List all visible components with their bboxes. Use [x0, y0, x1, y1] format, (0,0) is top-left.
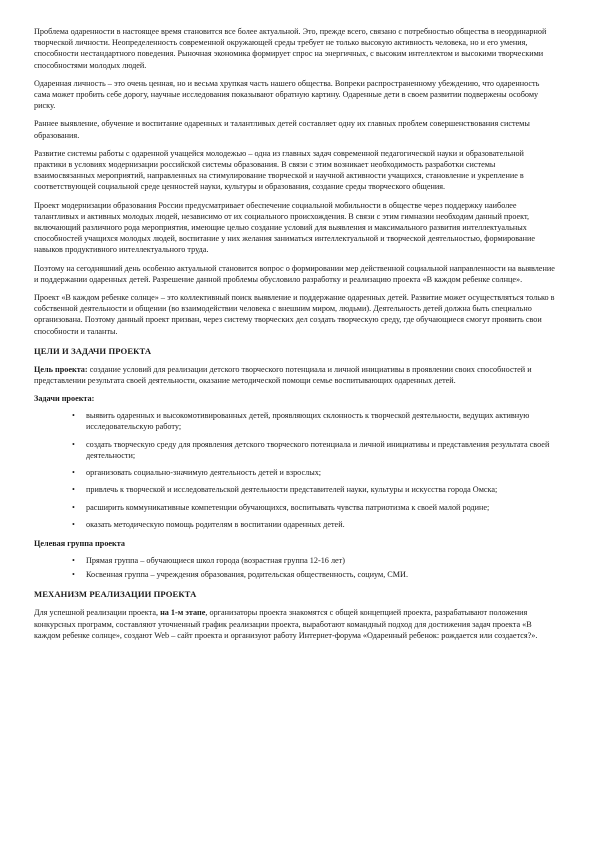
goal-text: создание условий для реализации детского творческого потенциала и личной инициативы в проявлении своих способностей и представлении результата своей деятельности, оказание методической помощи семье воспитывающих одаренных детей.	[34, 364, 532, 386]
list-item	[72, 569, 557, 580]
list-item-text: Косвенная группа – учреждения образования, родительская общественность, социум, СМИ.	[86, 570, 409, 580]
list-item	[72, 439, 557, 461]
paragraph: Проект модернизации образования России предусматривает обеспечение социальной мобильности в обществе через поддержку наиболее талантливых и активных молодых людей, независимо от их социального происхождения. В связи с этим гимназии необходим данный проект, включающий различного рода мероприятия, имеющие целью создание условий для выявления и максимального развития интеллектуальных способностей учащихся молодых людей, воспитание у них желания заниматься интеллектуальной и творческой деятельностью, формирование навыков продуктивного интеллектуального труда.	[34, 200, 536, 255]
goal-paragraph	[34, 364, 557, 386]
list-item	[72, 467, 557, 478]
bullet-icon: •	[72, 411, 75, 421]
list-item-text: оказать методическую помощь родителям в воспитании одаренных детей.	[86, 519, 345, 529]
tasks-list	[34, 410, 557, 530]
section-heading-mechanism: МЕХАНИЗМ РЕАЛИЗАЦИИ ПРОЕКТА	[34, 589, 197, 600]
list-item	[72, 519, 557, 530]
target-group-list	[34, 555, 557, 580]
bullet-icon: •	[72, 555, 75, 565]
bullet-icon: •	[72, 439, 75, 449]
stage-label: на 1-м этапе	[160, 608, 206, 618]
list-item	[72, 410, 557, 432]
list-item	[72, 555, 557, 566]
list-item-text: расширить коммуникативные компетенции обучающихся, воспитывать чувства патриотизма к своей малой родине;	[86, 502, 490, 512]
section-heading-goals: ЦЕЛИ И ЗАДАЧИ ПРОЕКТА	[34, 345, 152, 356]
list-item	[72, 502, 557, 513]
paragraph: Проект «В каждом ребенке солнце» – это коллективный поиск выявление и поддержание одаренных детей. Развитие может осуществляться только в собственной деятельности и общении (во взаимодействии человека с внешним миром, людьми). Деятельность детей должна быть специально организована. Поэтому данный проект призван, через систему творческих дел создать творческую среду, где обучающиеся смогут проявить свои способности и таланты.	[34, 293, 555, 336]
list-item-text: организовать социально-значимую деятельность детей и взрослых;	[86, 468, 322, 478]
paragraph: Развитие системы работы с одаренной учащейся молодежью – одна из главных задач современной педагогической науки и образовательной практики в условиях модернизации российской системы образования. В связи с этим возникает необходимость разработки системы взаимосвязанных мероприятий, направленных на стимулирование творческой и научной активности учащихся, становление и укрепление в соответствующей социальной среде ценностей науки, культуры и образования, создание среды творческого общения.	[34, 148, 524, 192]
paragraph: Поэтому на сегодняшний день особенно актуальной становится вопрос о формировании мер действенной социальной направленности на выявление и поддержании одаренных детей. Разрешение данной проблемы обусловило разработку и реализацию проекта «В каждом ребенке солнце».	[34, 263, 555, 284]
bullet-icon: •	[72, 570, 75, 580]
mechanism-text-start: Для успешной реализации проекта,	[34, 608, 161, 618]
list-item-text: Прямая группа – обучающиеся школ города (возрастная группа 12-16 лет)	[86, 555, 345, 565]
tasks-label: Задачи проекта:	[34, 394, 95, 404]
bullet-icon: •	[72, 468, 75, 478]
paragraph: Раннее выявление, обучение и воспитание одаренных и талантливых детей составляет одну их главных проблем совершенствования системы образования.	[34, 119, 530, 140]
mechanism-paragraph	[34, 607, 557, 641]
bullet-icon: •	[72, 502, 75, 512]
bullet-icon: •	[72, 485, 75, 495]
mechanism-text-end: , организаторы проекта знакомятся с общей концепцией проекта, разрабатывают положения конкурсных программ, составляют уточненный график реализации проекта, выработают командный подход для достижения задач проекта «В каждом ребенке солнце», создают Web – сайт проекта и организуют работу Интернет-форума «Одаренный ребенок: рождается или создается?».	[34, 608, 538, 640]
bullet-icon: •	[72, 519, 75, 529]
paragraph: Одаренная личность – это очень ценная, но и весьма хрупкая часть нашего общества. Вопреки распространенному убеждению, что одаренность сама может пробить себе дорогу, научные исследования показывают обратную картину. Одаренные дети в своем развитии подвержены особому риску.	[34, 78, 540, 111]
list-item-text: выявить одаренных и высокомотивированных детей, проявляющих склонность к творческой деятельности, ведущих активную исследовательскую работу;	[86, 411, 530, 432]
goal-label: Цель проекта:	[34, 364, 88, 374]
list-item-text: привлечь к творческой и исследовательской деятельности представителей науки, культуры и искусства города Омска;	[86, 485, 498, 495]
paragraph: Проблема одаренности в настоящее время становится все более актуальной. Это, прежде всего, связано с потребностью общества в неординарной творческой личности. Неопределенность современной окружающей среды требует не только высокую активность человека, но и его умения, способности нестандартного поведения. Рыночная экономика формирует спрос на энергичных, с высоким интеллектом и высокими творческими способностями молодых людей.	[34, 27, 547, 70]
target-group-label: Целевая группа проекта	[34, 538, 125, 548]
list-item-text: создать творческую среду для проявления детского творческого потенциала и личной инициативы и представления результата своей деятельности;	[86, 439, 550, 460]
list-item	[72, 484, 557, 495]
